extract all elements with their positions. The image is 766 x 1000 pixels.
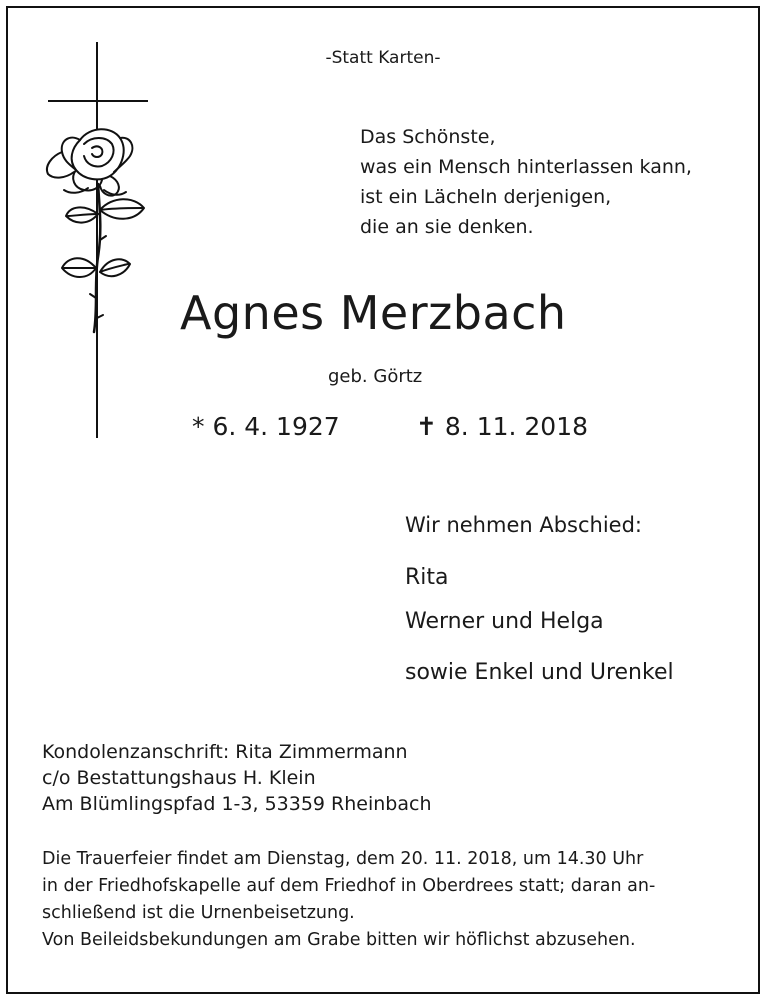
condolence-request: Von Beileidsbekundungen am Grabe bitten wir höflichst abzusehen. <box>42 930 636 950</box>
service-notice <box>42 846 655 927</box>
death-date: ✝ 8. 11. 2018 <box>416 412 589 441</box>
poem <box>360 122 692 242</box>
notice-line: Die Trauerfeier findet am Dienstag, dem 20. 11. 2018, um 14.30 Uhr <box>42 849 644 869</box>
poem-line: die an sie denken. <box>360 216 534 238</box>
rose-icon <box>40 122 156 338</box>
address-line: Kondolenzanschrift: Rita Zimmermann <box>42 741 408 763</box>
notice-line: schließend ist die Urnenbeisetzung. <box>42 903 355 923</box>
poem-line: was ein Mensch hinterlassen kann, <box>360 156 692 178</box>
condolence-address <box>42 739 432 817</box>
mourner-name: sowie Enkel und Urenkel <box>405 660 674 685</box>
birth-date: * 6. 4. 1927 <box>192 412 340 441</box>
mourner-name: Werner und Helga <box>405 609 604 634</box>
address-line: c/o Bestattungshaus H. Klein <box>42 767 316 789</box>
deceased-name: Agnes Merzbach <box>180 286 567 340</box>
statt-karten-header: -Statt Karten- <box>325 48 441 68</box>
farewell-heading: Wir nehmen Abschied: <box>405 513 642 537</box>
cross-icon-beam <box>48 100 148 102</box>
maiden-name: geb. Görtz <box>328 366 423 387</box>
notice-line: in der Friedhofskapelle auf dem Friedhof in Oberdrees statt; daran an- <box>42 876 656 896</box>
address-line: Am Blümlingspfad 1-3, 53359 Rheinbach <box>42 793 432 815</box>
poem-line: Das Schönste, <box>360 126 496 148</box>
mourner-name: Rita <box>405 565 449 590</box>
poem-line: ist ein Lächeln derjenigen, <box>360 186 612 208</box>
